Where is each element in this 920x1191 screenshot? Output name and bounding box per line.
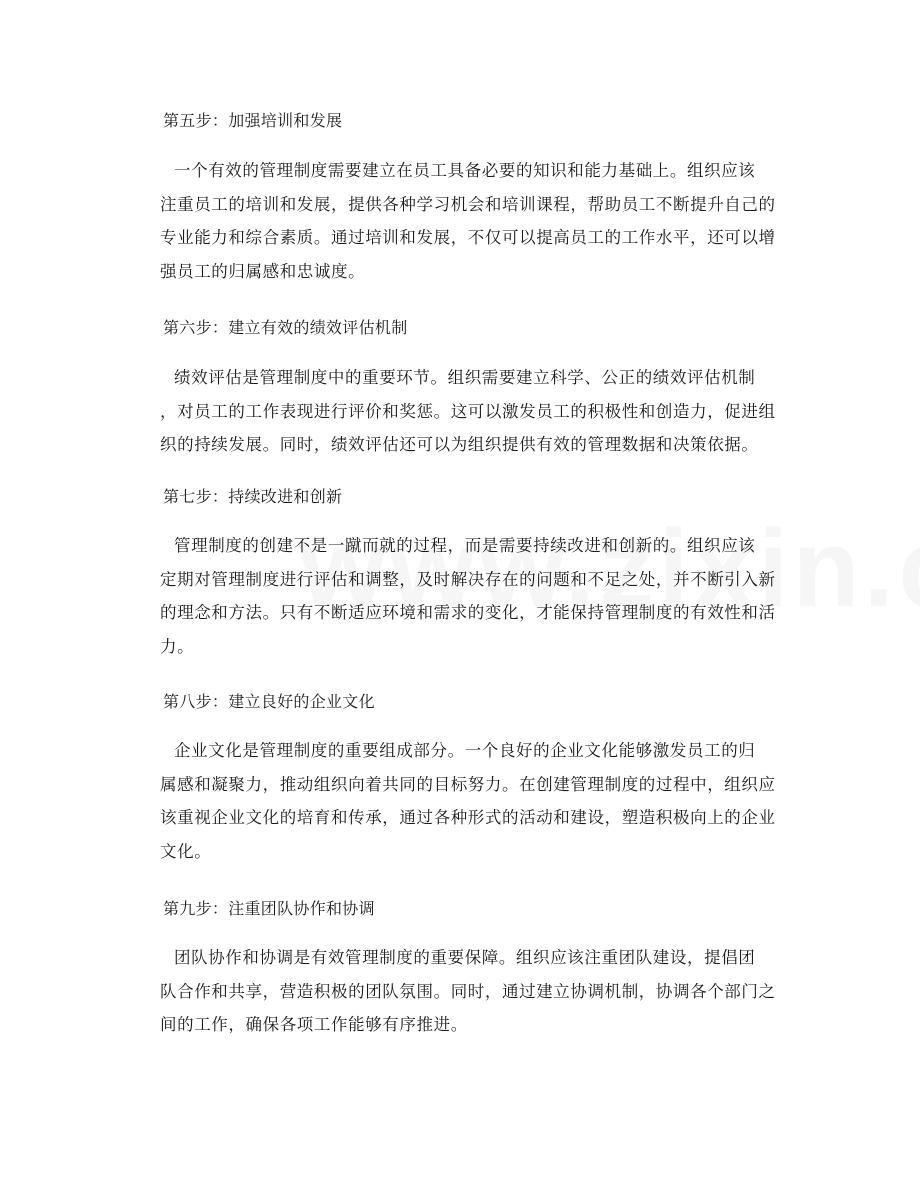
paragraph-line: 管理制度的创建不是一蹴而就的过程，而是需要持续改进和创新的。组织应该 <box>174 536 756 555</box>
paragraph-line: ，对员工的工作表现进行评价和奖惩。这可以激发员工的积极性和创造力，促进组 <box>160 401 776 421</box>
section-paragraph <box>160 361 800 462</box>
section-paragraph <box>160 154 800 288</box>
section-paragraph <box>160 529 800 663</box>
paragraph-line: 一个有效的管理制度需要建立在员工具备必要的知识和能力基础上。组织应该 <box>174 161 756 180</box>
paragraph-line: 注重员工的培训和发展，提供各种学习机会和培训课程，帮助员工不断提升自己的 <box>160 194 776 214</box>
paragraph-line: 定期对管理制度进行评估和调整，及时解决存在的问题和不足之处，并不断引入新 <box>160 569 776 589</box>
section-heading: 第六步：建立有效的绩效评估机制 <box>163 318 408 337</box>
paragraph-line: 文化。 <box>160 841 212 861</box>
paragraph-line: 绩效评估是管理制度中的重要环节。组织需要建立科学、公正的绩效评估机制 <box>174 368 756 387</box>
paragraph-line: 专业能力和综合素质。通过培训和发展，不仅可以提高员工的工作水平，还可以增 <box>160 228 776 248</box>
section-heading: 第七步：持续改进和创新 <box>163 487 343 506</box>
paragraph-line: 力。 <box>160 636 195 656</box>
paragraph-line: 织的持续发展。同时，绩效评估还可以为组织提供有效的管理数据和决策依据。 <box>160 435 759 455</box>
paragraph-line: 企业文化是管理制度的重要组成部分。一个良好的企业文化能够激发员工的归 <box>174 741 756 760</box>
section-heading: 第五步：加强培训和发展 <box>163 111 343 130</box>
section-paragraph <box>160 941 800 1042</box>
paragraph-line: 间的工作，确保各项工作能够有序推进。 <box>160 1015 468 1035</box>
section-paragraph <box>160 734 800 868</box>
section-heading: 第八步：建立良好的企业文化 <box>163 692 375 711</box>
paragraph-line: 团队协作和协调是有效管理制度的重要保障。组织应该注重团队建设，提倡团 <box>174 948 756 967</box>
paragraph-line: 该重视企业文化的培育和传承，通过各种形式的活动和建设，塑造积极向上的企业 <box>160 808 776 828</box>
paragraph-line: 强员工的归属感和忠诚度。 <box>160 261 366 281</box>
paragraph-line: 的理念和方法。只有不断适应环境和需求的变化，才能保持管理制度的有效性和活 <box>160 603 776 623</box>
paragraph-line: 属感和凝聚力，推动组织向着共同的目标努力。在创建管理制度的过程中，组织应 <box>160 774 776 794</box>
paragraph-line: 队合作和共享，营造积极的团队氛围。同时，通过建立协调机制，协调各个部门之 <box>160 981 776 1001</box>
section-heading: 第九步：注重团队协作和协调 <box>163 899 375 918</box>
